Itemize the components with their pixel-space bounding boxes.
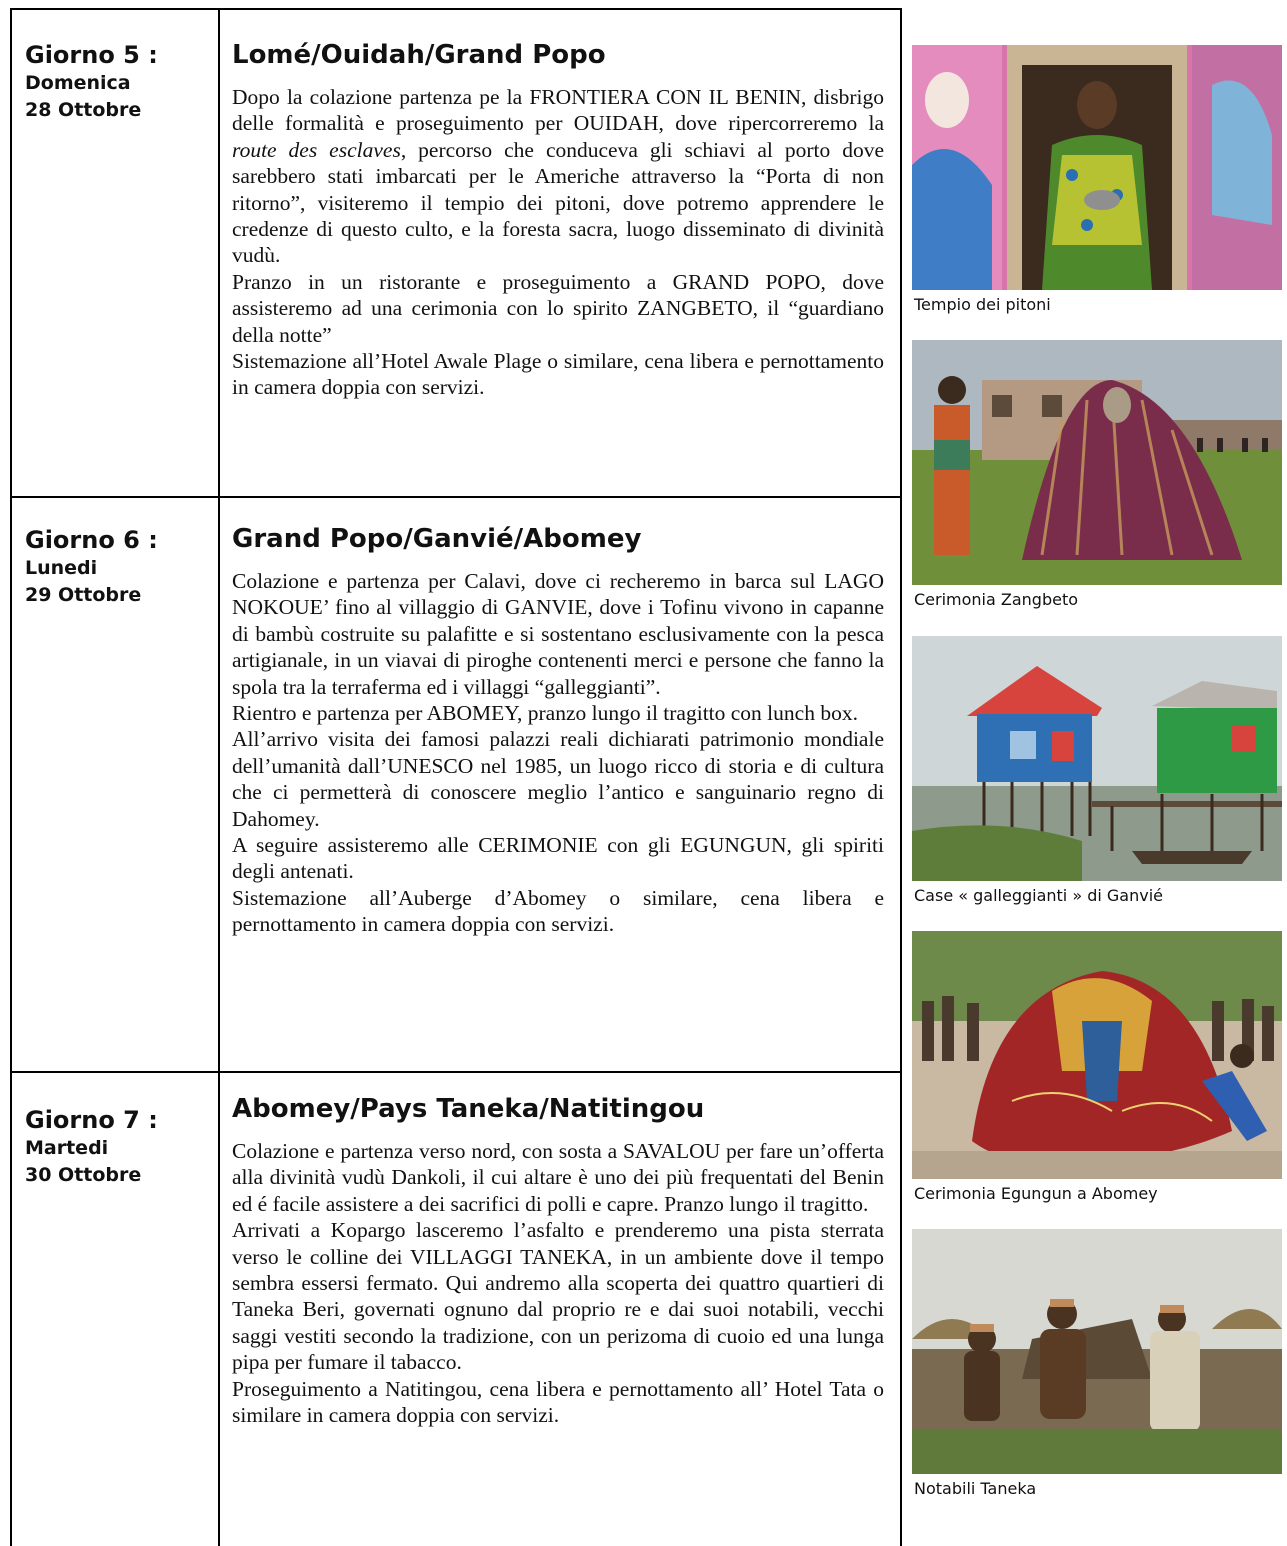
photo-python-temple [912, 45, 1282, 290]
photo-caption: Case « galleggianti » di Ganvié [914, 886, 1163, 905]
day-paragraph: Colazione e partenza verso nord, con sosta a SAVALOU per fare un’offerta alla divinità vudù Dankoli, il cui altare è uno dei più frequentati del Benin ed é facile assistere a dei sacrifici di polli e capre. Pranzo lungo il tragitto. [232, 1139, 884, 1216]
day-label [25, 525, 158, 609]
day-paragraph: Sistemazione all’Auberge d’Abomey o similare, cena libera e pernottamento in camera doppia con servizi. [232, 885, 884, 937]
day-content [232, 522, 884, 938]
day-paragraph: Proseguimento a Natitingou, cena libera e pernottamento all’ Hotel Tata o similare in camera doppia con servizi. [232, 1376, 884, 1428]
table-right-border [900, 8, 902, 1546]
day-paragraph: Arrivati a Kopargo lasceremo l’asfalto e prenderemo una pista sterrata verso le colline dei VILLAGGI TANEKA, in un ambiente dove il tempo sembra essersi fermato. Qui andremo alla scoperta dei quattro quartieri di Taneka Beri, governati ognuno dal proprio re e dai suoi notabili, vecchi saggi vestiti secondo la tradizione, con un perizoma di cuoio ed una lunga pipa per fumare il tabacco. [232, 1218, 884, 1375]
day-weekday: Lunedi [25, 557, 98, 579]
day-paragraph: Sistemazione all’Hotel Awale Plage o similare, cena libera e pernottamento in camera doppia con servizi. [232, 349, 884, 400]
day-number: Giorno 7 : [25, 1106, 158, 1134]
day-title: Grand Popo/Ganvié/Abomey [232, 524, 642, 554]
day-paragraph: A seguire assisteremo alle CERIMONIE con gli EGUNGUN, gli spiriti degli antenati. [232, 833, 884, 884]
day-date: 29 Ottobre [25, 584, 142, 606]
photo-zangbeto-ceremony [912, 340, 1282, 585]
day-paragraph: Colazione e partenza per Calavi, dove ci recheremo in barca sul LAGO NOKOUE’ fino al villaggio di GANVIE, dove i Tofinu vivono in capanne di bambù costruite su palafitte e si sostentano esclusivamente con la pesca artigianale, in un viavai di piroghe contenenti merci e persone che fanno la spola tra la terraferma ed i villaggi “galleggianti”. [232, 569, 884, 699]
photo-caption: Cerimonia Zangbeto [914, 590, 1079, 609]
photo-caption: Notabili Taneka [914, 1479, 1037, 1498]
day-paragraph: Pranzo in un ristorante e proseguimento a GRAND POPO, dove assisteremo ad una cerimonia con lo spirito ZANGBETO, il “guardiano della notte” [232, 269, 884, 347]
day-date: 30 Ottobre [25, 1164, 142, 1186]
day-label [25, 1105, 158, 1189]
day-content [232, 1092, 884, 1428]
day-weekday: Martedi [25, 1137, 109, 1159]
table-left-border [10, 8, 12, 1546]
day-number: Giorno 5 : [25, 41, 158, 69]
photo-taneka-notables [912, 1229, 1282, 1474]
day-paragraph: All’arrivo visita dei famosi palazzi reali dichiarati patrimonio mondiale dell’umanità dall’UNESCO nel 1985, un luogo ricco di storia e di cultura che ci permetterà di conoscere meglio l’antico e sanguinario regno di Dahomey. [232, 727, 884, 831]
day-number: Giorno 6 : [25, 526, 158, 554]
photo-caption: Tempio dei pitoni [914, 295, 1051, 314]
day-date: 28 Ottobre [25, 99, 142, 121]
day-title: Abomey/Pays Taneka/Natitingou [232, 1094, 705, 1124]
column-divider [218, 8, 220, 1546]
day-paragraph: Dopo la colazione partenza pe la FRONTIERA CON IL BENIN, disbrigo delle formalità e proseguimento per OUIDAH, dove ripercorreremo la route des esclaves, percorso che conduceva gli schiavi al porto dove sarebbero stati imbarcati per le Americhe attraverso la “Porta di non ritorno”, visiteremo il tempio dei pitoni, dove potremo apprendere le credenze di questo culto, e la foresta sacra, luogo disseminato di divinità vudù. [232, 85, 884, 268]
photo-caption: Cerimonia Egungun a Abomey [914, 1184, 1158, 1203]
table-top-border [10, 8, 902, 10]
italic-phrase: route des esclaves [232, 137, 401, 162]
row-divider [10, 1071, 902, 1073]
row-divider [10, 496, 902, 498]
day-title: Lomé/Ouidah/Grand Popo [232, 40, 606, 70]
day-label [25, 40, 158, 124]
day-weekday: Domenica [25, 72, 131, 94]
photo-ganvie-houses [912, 636, 1282, 881]
photo-egungun-ceremony [912, 931, 1282, 1179]
day-paragraph: Rientro e partenza per ABOMEY, pranzo lungo il tragitto con lunch box. [232, 701, 858, 726]
day-content [232, 38, 884, 401]
